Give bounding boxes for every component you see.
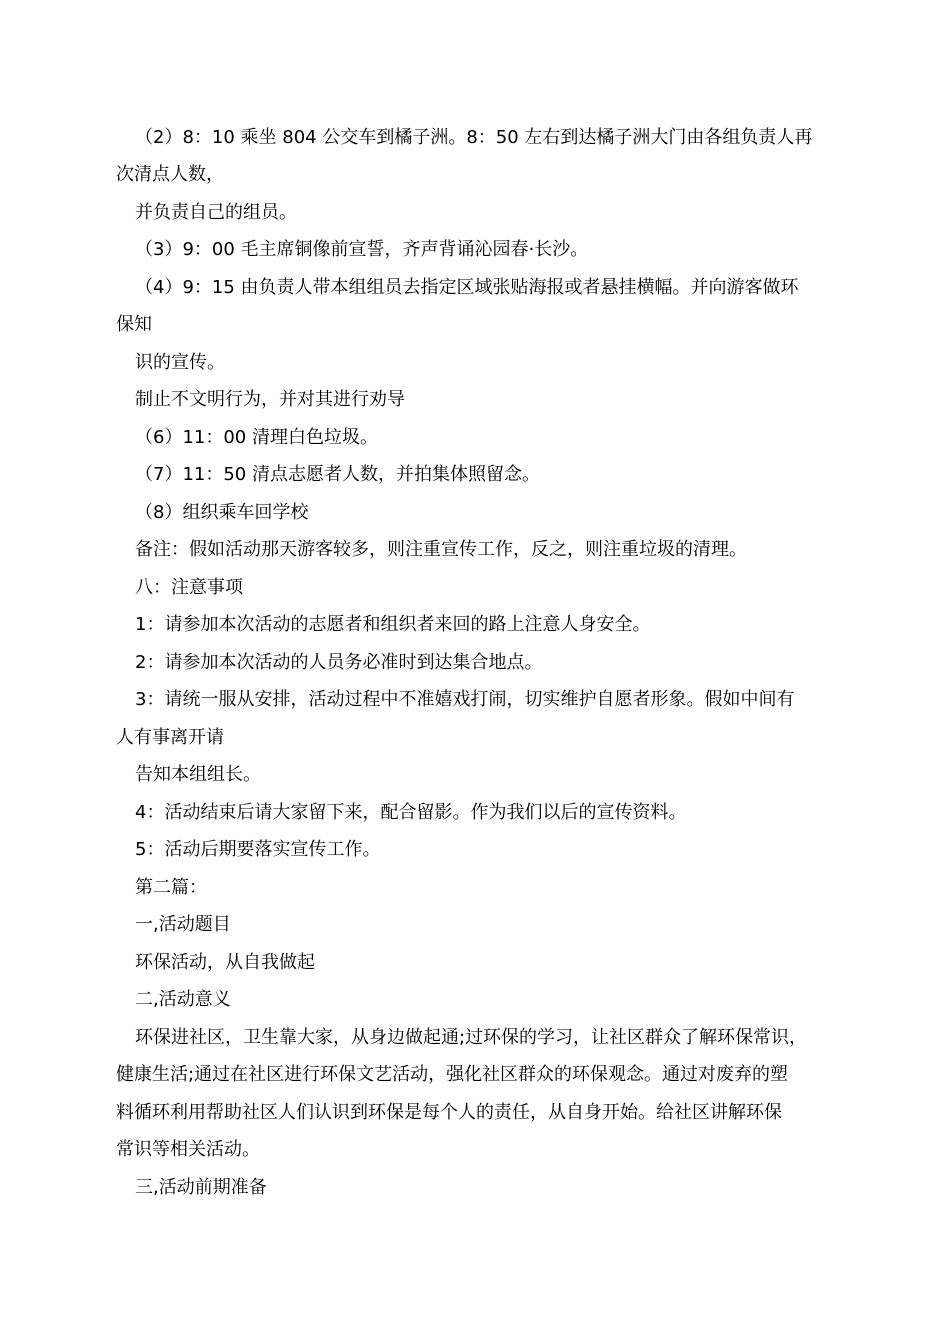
text-line: 料循环利用帮助社区人们认识到环保是每个人的责任，从自身开始。给社区讲解环保 [116, 1102, 782, 1123]
text-line: 4：活动结束后请大家留下来，配合留影。作为我们以后的宣传资料。 [135, 802, 687, 823]
text-line: 健康生活;通过在社区进行环保文艺活动，强化社区群众的环保观念。通过对废弃的塑 [116, 1064, 789, 1085]
text-line: （7）11：50 清点志愿者人数，并拍集体照留念。 [135, 464, 540, 485]
section-heading: 一,活动题目 [135, 914, 231, 935]
text-line: 环保活动，从自我做起 [135, 952, 315, 973]
text-line: （4）9：15 由负责人带本组组员去指定区域张贴海报或者悬挂横幅。并向游客做环 [135, 277, 799, 298]
text-line: 环保进社区，卫生靠大家，从身边做起通;过环保的学习，让社区群众了解环保常识， [135, 1027, 808, 1048]
text-line: 告知本组组长。 [135, 764, 261, 785]
text-line: 1：请参加本次活动的志愿者和组织者来回的路上注意人身安全。 [135, 614, 651, 635]
text-line: （3）9：00 毛主席铜像前宣誓，齐声背诵沁园春·长沙。 [135, 239, 589, 260]
text-line: 识的宣传。 [135, 352, 225, 373]
text-line: （6）11：00 清理白色垃圾。 [135, 427, 378, 448]
text-line: 并负责自己的组员。 [135, 202, 297, 223]
text-line: 2：请参加本次活动的人员务必准时到达集合地点。 [135, 652, 543, 673]
section-heading: 八：注意事项 [135, 577, 243, 598]
text-line: 次清点人数， [116, 164, 224, 185]
text-line: 3：请统一服从安排，活动过程中不准嬉戏打闹，切实维护自愿者形象。假如中间有 [135, 689, 795, 710]
text-line: 人有事离开请 [116, 727, 224, 748]
text-line: 5：活动后期要落实宣传工作。 [135, 839, 381, 860]
section-heading: 第二篇： [135, 877, 207, 898]
text-line: （2）8：10 乘坐 804 公交车到橘子洲。8：50 左右到达橘子洲大门由各组负责人再 [135, 127, 813, 148]
section-heading: 三,活动前期准备 [135, 1177, 267, 1198]
section-heading: 二,活动意义 [135, 989, 231, 1010]
text-line: 常识等相关活动。 [116, 1139, 260, 1160]
text-line: 备注：假如活动那天游客较多，则注重宣传工作，反之，则注重垃圾的清理。 [135, 539, 747, 560]
text-line: （8）组织乘车回学校 [135, 502, 309, 523]
text-line: 保知 [116, 314, 152, 335]
text-line: 制止不文明行为，并对其进行劝导 [135, 389, 405, 410]
